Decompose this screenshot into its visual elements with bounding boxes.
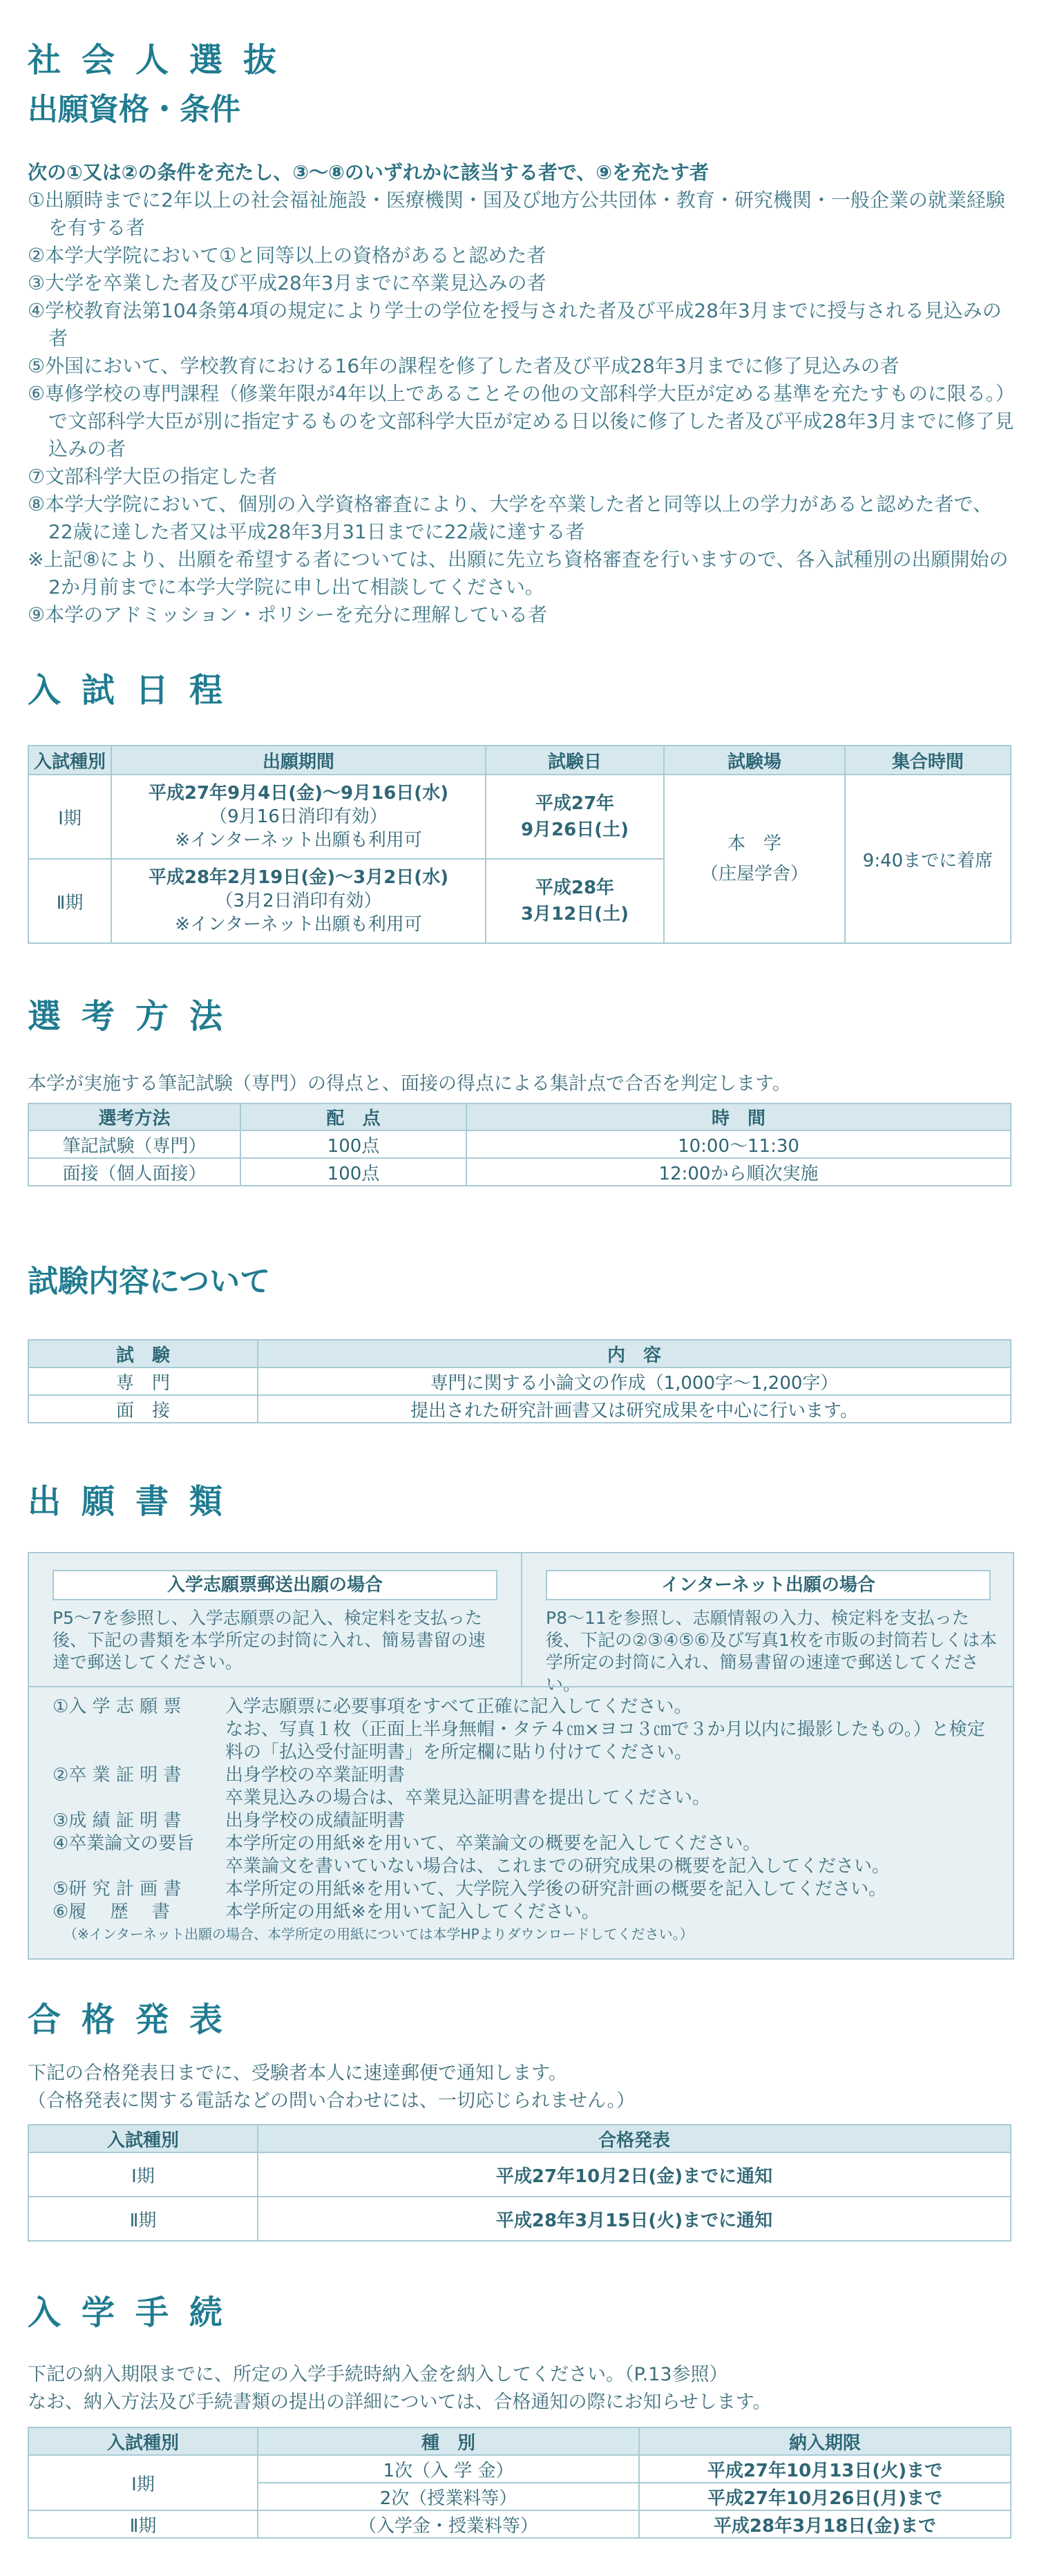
table-cell: 2次（授業料等）: [258, 2483, 639, 2510]
venue-cell: [664, 775, 845, 943]
page-title: 社会人選抜: [28, 41, 298, 79]
document-desc: 卒業論文を書いていない場合は、これまでの研究成果の概要を記入してください。: [225, 1856, 891, 1877]
table-cell: 平成27年10月26日(月)まで: [639, 2483, 1011, 2510]
eligibility-item: ④学校教育法第104条第4項の規定により学士の学位を授与された者及び平成28年3月までに授与される見込みの者: [28, 299, 1002, 350]
eligibility-item: ①出願時までに2年以上の社会福祉施設・医療機関・国及び地方公共団体・教育・研究機関・一般企業の就業経験を有する者: [28, 189, 1005, 239]
exam-date-day: 3月12日(土): [520, 904, 629, 925]
table-header: 時 間: [466, 1104, 1011, 1130]
table-cell: 平成28年3月18日(金)まで: [639, 2510, 1011, 2538]
documents-box: [28, 1552, 1014, 1960]
document-desc: 出身学校の成績証明書: [225, 1810, 406, 1831]
eligibility-item: ⑤外国において、学校教育における16年の課程を修了した者及び平成28年3月までに修了見込みの者: [28, 354, 900, 377]
period-note: ※インターネット出願も利用可: [175, 914, 422, 935]
eligibility-item: ⑨本学のアドミッション・ポリシーを充分に理解している者: [28, 603, 547, 626]
mail-application-text: P5〜7を参照し、入学志願票の記入、検定料を支払った後、下記の書類を本学所定の封筒に入れ、簡易書留の速達で郵送してください。: [53, 1608, 486, 1672]
section-title-results: 合格発表: [28, 2000, 244, 2039]
document-item: [53, 1832, 999, 1878]
document-item: [53, 1878, 999, 1901]
table-header: 集合時間: [845, 746, 1011, 775]
eligibility-block: [28, 159, 1016, 629]
enrollment-table: [28, 2427, 1011, 2539]
table-cell: 100点: [240, 1130, 466, 1158]
section-title-content: 試験内容について: [28, 1264, 271, 1299]
table-cell: Ⅰ期: [28, 2152, 258, 2197]
table-row: [28, 2152, 1011, 2197]
schedule-table: [28, 745, 1011, 944]
table-cell: Ⅱ期: [28, 2510, 258, 2538]
mail-application-heading: 入学志願票郵送出願の場合: [53, 1570, 497, 1600]
table-header: 選考方法: [28, 1104, 240, 1130]
document-item: [53, 1764, 999, 1810]
table-cell: Ⅱ期: [28, 2197, 258, 2241]
document-name: ⑥履 歴 書: [53, 1902, 170, 1922]
table-row: [28, 1130, 1011, 1158]
enrollment-intro: 下記の納入期限までに、所定の入学手続時納入金を納入してください。（P.13参照）: [28, 2364, 728, 2385]
venue-campus: （庄屋学舎）: [700, 864, 808, 884]
table-cell: 筆記試験（専門）: [28, 1130, 240, 1158]
exam-date-day: 9月26日(土): [520, 820, 629, 840]
document-desc: 入学志願票に必要事項をすべて正確に記入してください。: [225, 1696, 692, 1717]
table-header: 出願期間: [111, 746, 486, 775]
period-note: （3月2日消印有効）: [215, 891, 382, 911]
term-cell: Ⅱ期: [28, 859, 111, 943]
table-row: [28, 775, 1011, 859]
document-item: [53, 1901, 999, 1924]
eligibility-item: ⑧本学大学院において、個別の入学資格審査により、大学を卒業した者と同等以上の学力があると認めた者で、22歳に達した者又は平成28年3月31日までに22歳に達する者: [28, 493, 992, 543]
web-application-text: P8〜11を参照し、志願情報の入力、検定料を支払った後、下記の②③④⑤⑥及び写真1枚を市販の封筒若しくは本学所定の封筒に入れ、簡易書留の速達で郵送してください。: [546, 1608, 997, 1694]
table-cell: 1次（入 学 金）: [258, 2455, 639, 2483]
document-name: ⑤研 究 計 画 書: [53, 1879, 182, 1900]
exam-date-year: 平成27年: [535, 793, 615, 814]
table-cell: 専門に関する小論文の作成（1,000字〜1,200字）: [258, 1367, 1011, 1395]
table-cell: 平成27年10月2日(金)までに通知: [258, 2152, 1011, 2197]
table-cell: 提出された研究計画書又は研究成果を中心に行います。: [258, 1395, 1011, 1423]
document-desc: 出身学校の卒業証明書: [225, 1765, 406, 1786]
period-text: 平成28年2月19日(金)〜3月2日(水): [148, 867, 449, 888]
venue-name: 本 学: [727, 833, 781, 854]
table-header: 納入期限: [639, 2427, 1011, 2455]
table-header: 入試種別: [28, 2125, 258, 2152]
period-cell: [111, 859, 486, 943]
section-title-enrollment: 入学手続: [28, 2293, 244, 2332]
eligibility-item: ⑦文部科学大臣の指定した者: [28, 465, 278, 488]
table-header: 試験場: [664, 746, 845, 775]
table-row: [28, 2510, 1011, 2538]
mail-application-panel: [29, 1553, 522, 1686]
web-application-panel: [522, 1553, 1010, 1694]
documents-footnote: （※インターネット出願の場合、本学所定の用紙については本学HPよりダウンロードしてください。）: [64, 1926, 694, 1942]
table-cell: 面接（個人面接）: [28, 1158, 240, 1186]
term-cell: Ⅰ期: [28, 775, 111, 859]
selection-intro: 本学が実施する筆記試験（専門）の得点と、面接の得点による集計点で合否を判定します。: [28, 1073, 791, 1095]
document-item: [53, 1810, 999, 1832]
table-header: 内 容: [258, 1340, 1011, 1367]
table-header: 種 別: [258, 2427, 639, 2455]
table-header: 配 点: [240, 1104, 466, 1130]
table-cell: （入学金・授業料等）: [258, 2510, 639, 2538]
exam-date-cell: [486, 775, 664, 859]
web-application-heading: インターネット出願の場合: [546, 1570, 991, 1600]
results-note: （合格発表に関する電話などの問い合わせには、一切応じられません。）: [28, 2090, 636, 2112]
document-desc: 本学所定の用紙※を用いて記入してください。: [225, 1902, 600, 1922]
document-name: ③成 績 証 明 書: [53, 1810, 182, 1831]
table-row: [28, 2455, 1011, 2483]
table-cell: 平成27年10月13日(火)まで: [639, 2455, 1011, 2483]
table-cell: 面 接: [28, 1395, 258, 1423]
eligibility-note: ※上記⑧により、出願を希望する者については、出願に先立ち資格審査を行いますので、各入試種別の出願開始の2か月前までに本学大学院に申し出て相談してください。: [28, 548, 1009, 598]
content-table: [28, 1339, 1011, 1423]
period-cell: [111, 775, 486, 859]
document-name: ②卒 業 証 明 書: [53, 1765, 182, 1786]
period-note: ※インターネット出願も利用可: [175, 830, 422, 851]
table-cell: 100点: [240, 1158, 466, 1186]
exam-date-cell: [486, 859, 664, 943]
table-cell: 専 門: [28, 1367, 258, 1395]
enrollment-note: なお、納入方法及び手続書類の提出の詳細については、合格通知の際にお知らせします。: [28, 2392, 772, 2413]
document-desc: 卒業見込みの場合は、卒業見込証明書を提出してください。: [225, 1788, 711, 1808]
section-title-selection: 選考方法: [28, 997, 244, 1036]
eligibility-item: ⑥専修学校の専門課程（修業年限が4年以上であることその他の文部科学大臣が定める基準を充たすものに限る。）で文部科学大臣が別に指定するものを文部科学大臣が定める日以後に修了した者及び平成28年3月までに修了見込みの者: [28, 382, 1015, 460]
table-cell: 10:00〜11:30: [466, 1130, 1011, 1158]
table-header: 入試種別: [28, 2427, 258, 2455]
section-title-eligibility: 出願資格・条件: [28, 92, 240, 127]
eligibility-item: ③大学を卒業した者及び平成28年3月までに卒業見込みの者: [28, 272, 546, 294]
table-cell: 12:00から順次実施: [466, 1158, 1011, 1186]
table-row: [28, 1395, 1011, 1423]
document-list: [53, 1696, 999, 1944]
results-table: [28, 2124, 1011, 2242]
table-row: [28, 2197, 1011, 2241]
table-row: [28, 1158, 1011, 1186]
document-desc: 本学所定の用紙※を用いて、大学院入学後の研究計画の概要を記入してください。: [225, 1879, 887, 1900]
table-row: [28, 1367, 1011, 1395]
table-header: 試験日: [486, 746, 664, 775]
table-cell: 平成28年3月15日(火)までに通知: [258, 2197, 1011, 2241]
table-header: 入試種別: [28, 746, 111, 775]
period-note: （9月16日消印有効）: [209, 806, 388, 827]
period-text: 平成27年9月4日(金)〜9月16日(水): [148, 783, 449, 804]
document-item: [53, 1696, 999, 1764]
document-name: ④卒業論文の要旨: [53, 1833, 195, 1854]
document-name: ①入 学 志 願 票: [53, 1696, 182, 1717]
eligibility-intro: 次の①又は②の条件を充たし、③〜⑧のいずれかに該当する者で、⑨を充たす者: [28, 161, 709, 184]
table-cell: Ⅰ期: [28, 2455, 258, 2510]
document-desc: なお、写真１枚（正面上半身無帽・タテ４㎝×ヨコ３㎝で３か月以内に撮影したもの。）と検定料の「払込受付証明書」を所定欄に貼り付けてください。: [225, 1719, 985, 1763]
section-title-schedule: 入試日程: [28, 671, 244, 710]
table-header: 試 験: [28, 1340, 258, 1367]
section-title-documents: 出願書類: [28, 1482, 244, 1521]
document-desc: 本学所定の用紙※を用いて、卒業論文の概要を記入してください。: [225, 1833, 761, 1854]
exam-date-year: 平成28年: [535, 878, 615, 898]
selection-table: [28, 1103, 1011, 1186]
assembly-time-cell: 9:40までに着席: [845, 775, 1011, 943]
table-header: 合格発表: [258, 2125, 1011, 2152]
eligibility-item: ②本学大学院において①と同等以上の資格があると認めた者: [28, 244, 546, 267]
results-intro: 下記の合格発表日までに、受験者本人に速達郵便で通知します。: [28, 2063, 567, 2084]
